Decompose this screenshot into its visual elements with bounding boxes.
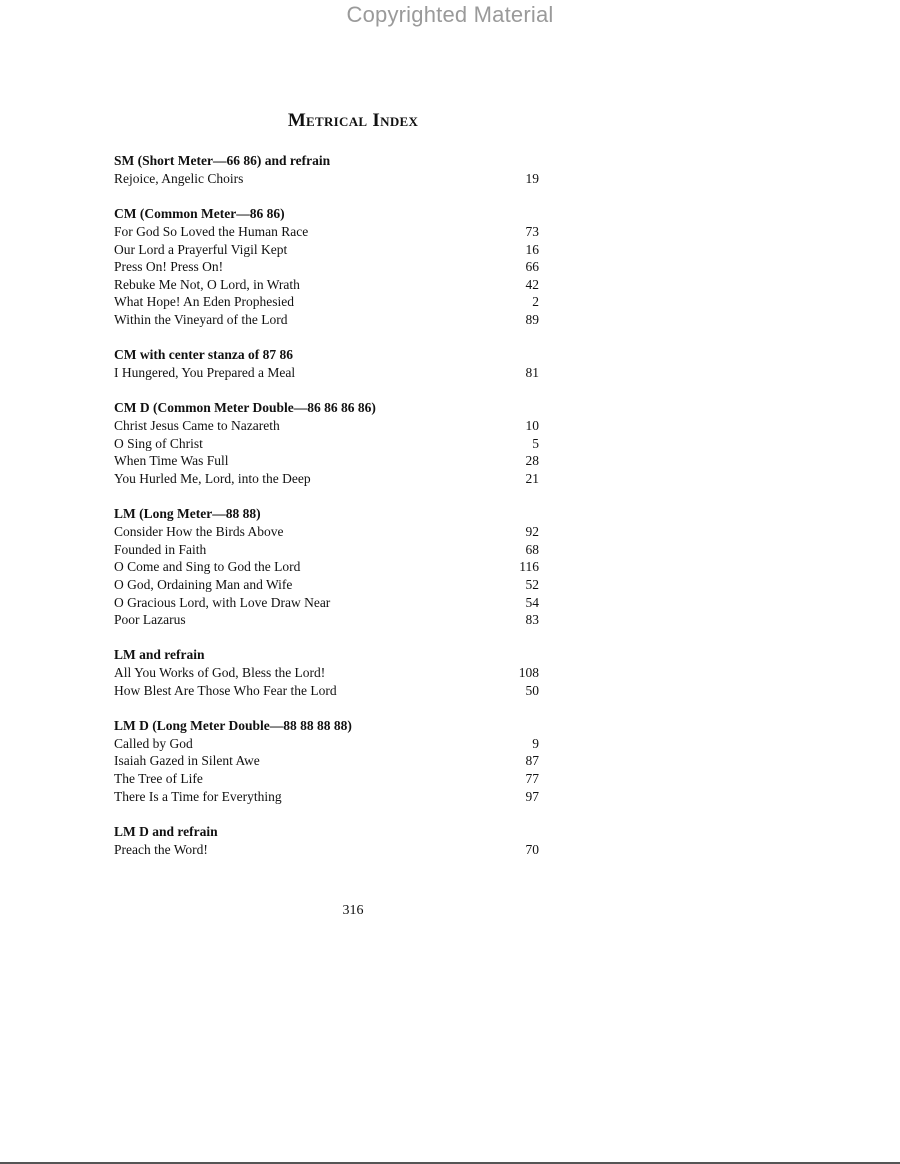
section-heading: CM (Common Meter—86 86) — [114, 206, 285, 222]
hymn-title: Press On! Press On! — [114, 259, 224, 275]
hymn-number: 92 — [525, 524, 539, 540]
hymn-title: All You Works of God, Bless the Lord! — [114, 665, 326, 681]
hymn-number: 19 — [525, 171, 539, 186]
hymn-title: O Gracious Lord, with Love Draw Near — [114, 594, 331, 610]
index-entry — [114, 770, 539, 788]
hymn-title: Rebuke Me Not, O Lord, in Wrath — [114, 276, 300, 292]
index-entry — [114, 611, 539, 629]
hymn-title: I Hungered, You Prepared a Meal — [114, 365, 296, 381]
hymn-number: 10 — [525, 418, 539, 434]
hymn-number: 68 — [525, 541, 539, 557]
hymn-number: 54 — [525, 594, 539, 610]
index-entry — [114, 523, 539, 541]
hymn-number: 108 — [518, 665, 539, 681]
index-section — [114, 152, 539, 188]
hymn-title: O Come and Sing to God the Lord — [114, 559, 301, 575]
metrical-index — [114, 152, 539, 876]
hymn-number: 52 — [525, 576, 539, 592]
index-section — [114, 717, 539, 805]
index-entry — [114, 788, 539, 806]
hymn-title: Christ Jesus Came to Nazareth — [114, 418, 280, 434]
section-heading: SM (Short Meter—66 86) and refrain — [114, 153, 331, 168]
index-entry — [114, 258, 539, 276]
hymn-number: 77 — [525, 771, 539, 787]
hymn-number: 83 — [525, 612, 539, 628]
index-section — [114, 646, 539, 699]
hymn-number: 5 — [532, 435, 539, 451]
hymn-title: There Is a Time for Everything — [114, 788, 282, 804]
hymn-title: You Hurled Me, Lord, into the Deep — [114, 471, 311, 487]
hymn-title: When Time Was Full — [114, 453, 229, 469]
index-entry — [114, 452, 539, 470]
index-section — [114, 346, 539, 382]
index-entry — [114, 170, 539, 188]
index-entry — [114, 470, 539, 488]
hymn-title: O Sing of Christ — [114, 435, 203, 451]
index-section — [114, 505, 539, 629]
index-entry — [114, 682, 539, 700]
index-section — [114, 399, 539, 487]
hymn-number: 116 — [519, 559, 539, 575]
index-entry — [114, 435, 539, 453]
section-heading: CM with center stanza of 87 86 — [114, 347, 293, 363]
index-entry — [114, 664, 539, 682]
section-heading: LM D and refrain — [114, 823, 218, 839]
hymn-title: Preach the Word! — [114, 841, 208, 857]
hymn-title: Our Lord a Prayerful Vigil Kept — [114, 241, 288, 257]
hymn-title: Founded in Faith — [114, 541, 207, 557]
copyright-watermark: Copyrighted Material — [346, 2, 554, 27]
index-entry — [114, 276, 539, 294]
hymn-number: 21 — [525, 471, 539, 487]
hymn-number: 87 — [525, 753, 539, 769]
index-entry — [114, 594, 539, 612]
hymn-title: Rejoice, Angelic Choirs — [114, 171, 244, 186]
section-heading: LM (Long Meter—88 88) — [114, 506, 261, 522]
hymn-title: Consider How the Birds Above — [114, 524, 284, 540]
hymn-number: 73 — [525, 224, 539, 240]
hymn-number: 28 — [525, 453, 539, 469]
hymn-title: Isaiah Gazed in Silent Awe — [114, 753, 260, 769]
hymn-title: Called by God — [114, 735, 193, 751]
section-heading: LM and refrain — [114, 647, 205, 663]
page-title: Metrical Index — [287, 110, 419, 131]
hymn-title: The Tree of Life — [114, 771, 203, 787]
index-entry — [114, 364, 539, 382]
index-section — [114, 823, 539, 859]
index-entry — [114, 752, 539, 770]
index-entry — [114, 311, 539, 329]
hymn-number: 2 — [532, 294, 539, 310]
hymn-number: 50 — [525, 682, 539, 698]
section-heading: LM D (Long Meter Double—88 88 88 88) — [114, 717, 352, 733]
hymn-title: For God So Loved the Human Race — [114, 224, 309, 240]
hymn-number: 81 — [525, 365, 539, 381]
hymn-number: 9 — [532, 735, 539, 751]
index-section — [114, 205, 539, 329]
index-entry — [114, 293, 539, 311]
hymn-number: 89 — [525, 312, 539, 328]
index-entry — [114, 558, 539, 576]
index-entry — [114, 223, 539, 241]
index-entry — [114, 841, 539, 859]
index-entry — [114, 735, 539, 753]
hymn-number: 97 — [525, 788, 539, 804]
index-entry — [114, 576, 539, 594]
hymn-title: Within the Vineyard of the Lord — [114, 312, 288, 328]
index-entry — [114, 241, 539, 259]
hymn-title: O God, Ordaining Man and Wife — [114, 576, 293, 592]
index-entry — [114, 417, 539, 435]
page-number: 316 — [342, 903, 364, 918]
hymn-number: 66 — [525, 259, 539, 275]
hymn-title: What Hope! An Eden Prophesied — [114, 294, 294, 310]
hymn-number: 42 — [525, 276, 539, 292]
index-entry — [114, 541, 539, 559]
hymn-number: 70 — [525, 841, 539, 857]
hymn-number: 16 — [525, 241, 539, 257]
hymn-title: Poor Lazarus — [114, 612, 186, 628]
hymn-title: How Blest Are Those Who Fear the Lord — [114, 682, 337, 698]
section-heading: CM D (Common Meter Double—86 86 86 86) — [114, 400, 376, 416]
